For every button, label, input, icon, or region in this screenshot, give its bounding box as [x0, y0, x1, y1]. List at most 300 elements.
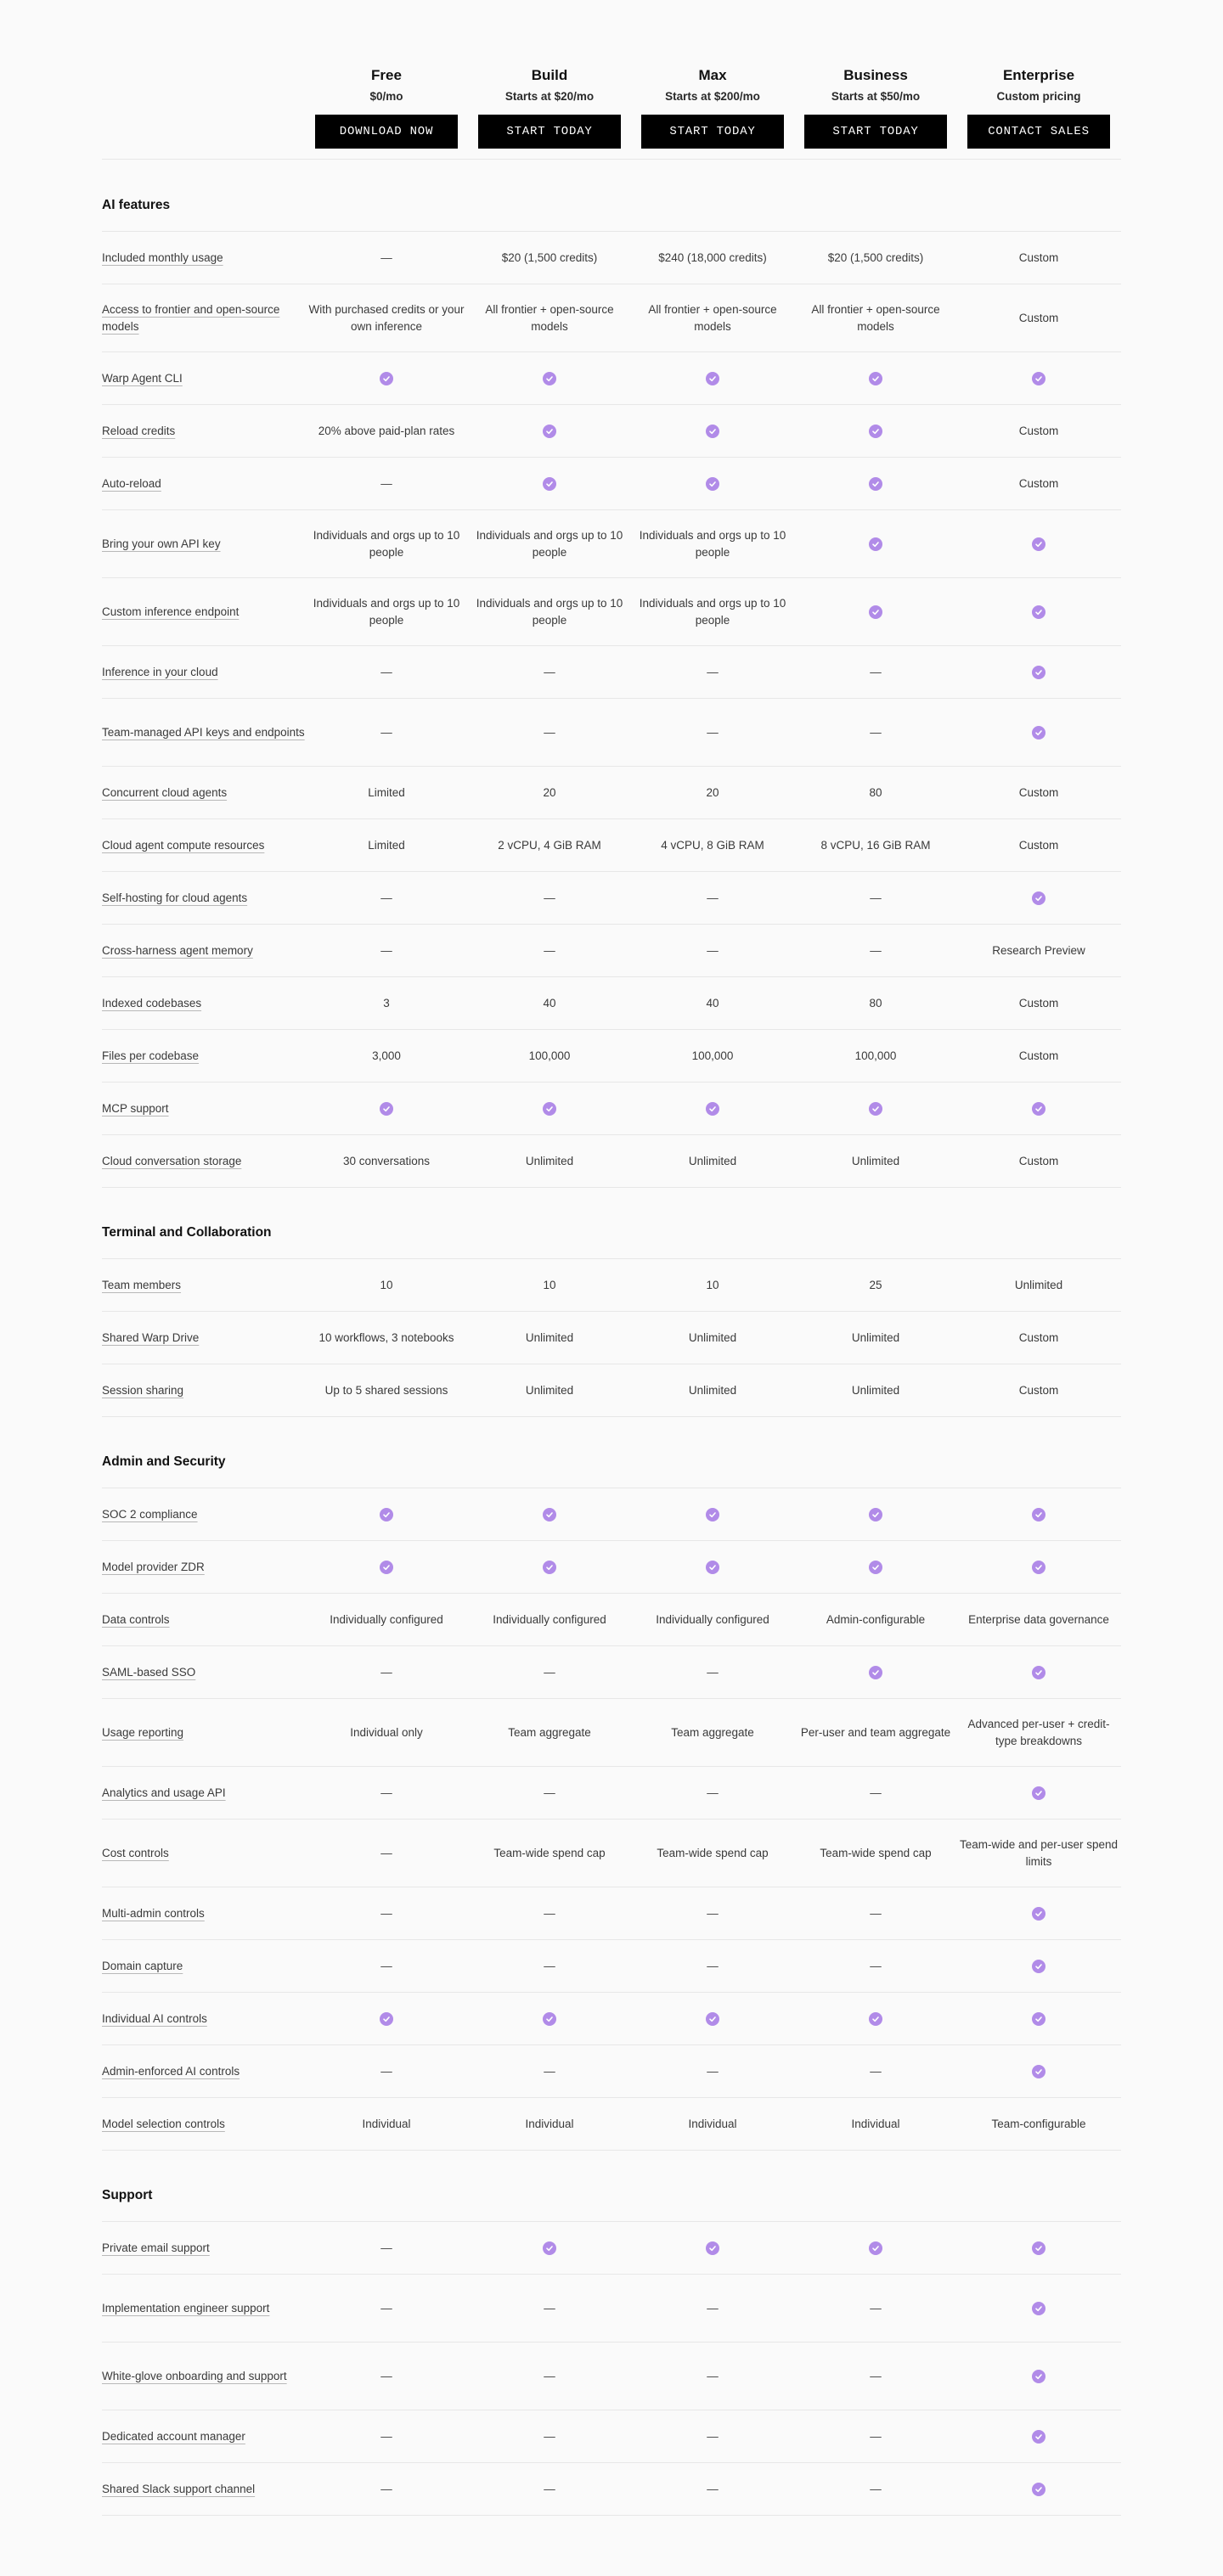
cell-value: Limited: [368, 838, 405, 852]
value-cell-max: [631, 1364, 794, 1416]
feature-cell: [102, 1259, 340, 1311]
value-cell-business: [794, 2275, 957, 2342]
value-cell-build: [468, 2275, 631, 2342]
value-cell-free: [305, 510, 468, 577]
value-cell-free: [305, 1364, 468, 1416]
feature-link-self-hosting-for-cloud-agents[interactable]: Self-hosting for cloud agents: [102, 891, 248, 904]
value-cell-build: [468, 2098, 631, 2150]
cell-value: Admin-configurable: [826, 1612, 926, 1626]
value-cell-free: [305, 699, 468, 766]
dash-icon: —: [870, 2064, 882, 2078]
check-circle-icon: [543, 1561, 556, 1574]
check-circle-icon: [380, 2012, 393, 2026]
check-circle-icon: [1032, 1508, 1045, 1521]
feature-cell: [102, 1312, 340, 1364]
feature-cell: [102, 1488, 340, 1540]
value-cell-free: [305, 1887, 468, 1939]
value-cell-build: [468, 232, 631, 284]
dash-icon: —: [380, 1846, 392, 1859]
feature-link-private-email-support[interactable]: Private email support: [102, 2241, 210, 2254]
value-cell-enterprise: [957, 510, 1120, 577]
check-circle-icon: [1032, 372, 1045, 385]
cell-value: 10: [706, 1278, 719, 1291]
value-cell-enterprise: [957, 405, 1120, 457]
feature-cell: [102, 872, 340, 924]
feature-link-session-sharing[interactable]: Session sharing: [102, 1383, 184, 1397]
cell-value: 100,000: [854, 1049, 897, 1062]
value-cell-enterprise: [957, 1312, 1120, 1364]
table-row: [102, 284, 1121, 352]
cell-value: Custom: [1018, 838, 1059, 852]
feature-cell: [102, 2098, 340, 2150]
cell-value: Individual: [525, 2117, 574, 2130]
dash-icon: —: [544, 2482, 555, 2495]
plan-column-business: [794, 66, 957, 149]
value-cell-business: [794, 1699, 957, 1766]
feature-cell: [102, 1940, 340, 1992]
table-row: [102, 1364, 1121, 1416]
feature-link-custom-inference-endpoint[interactable]: Custom inference endpoint: [102, 605, 240, 618]
row-divider: [102, 2150, 1121, 2151]
value-cell-max: [631, 1993, 794, 2044]
feature-link-usage-reporting[interactable]: Usage reporting: [102, 1725, 184, 1739]
dash-icon: —: [380, 943, 392, 957]
cell-value: 8 vCPU, 16 GiB RAM: [820, 838, 931, 852]
dash-icon: —: [707, 2429, 719, 2443]
dash-icon: —: [870, 1786, 882, 1799]
check-circle-icon: [869, 1561, 882, 1574]
value-cell-max: [631, 872, 794, 924]
contact-sales-button[interactable]: CONTACT SALES: [967, 115, 1110, 149]
table-row: [102, 352, 1121, 404]
cell-value: Team-wide and per-user spend limits: [959, 1837, 1119, 1868]
feature-link-team-managed-api-keys-and-endpoints[interactable]: Team-managed API keys and endpoints: [102, 725, 305, 739]
cell-value: 10: [543, 1278, 556, 1291]
value-cell-free: [305, 977, 468, 1029]
feature-cell: [102, 925, 340, 976]
feature-link-inference-in-your-cloud[interactable]: Inference in your cloud: [102, 665, 218, 678]
table-row: [102, 1030, 1121, 1082]
cell-value: 10 workflows, 3 notebooks: [318, 1330, 454, 1344]
value-cell-enterprise: [957, 819, 1120, 871]
dash-icon: —: [707, 1906, 719, 1920]
feature-link-shared-slack-support-channel[interactable]: Shared Slack support channel: [102, 2482, 256, 2495]
cell-value: Team aggregate: [508, 1725, 591, 1739]
value-cell-free: [305, 767, 468, 818]
value-cell-enterprise: [957, 352, 1120, 404]
plan-price: Starts at $20/mo: [504, 90, 595, 103]
start-today-button[interactable]: START TODAY: [478, 115, 621, 149]
cell-value: Custom: [1018, 476, 1059, 490]
value-cell-max: [631, 1312, 794, 1364]
value-cell-build: [468, 699, 631, 766]
value-cell-business: [794, 1312, 957, 1364]
value-cell-max: [631, 925, 794, 976]
value-cell-free: [305, 2343, 468, 2410]
feature-link-cross-harness-agent-memory[interactable]: Cross-harness agent memory: [102, 943, 253, 957]
cell-value: Team-wide spend cap: [493, 1846, 606, 1859]
feature-cell: [102, 1887, 340, 1939]
value-cell-free: [305, 1646, 468, 1698]
feature-link-multi-admin-controls[interactable]: Multi-admin controls: [102, 1906, 205, 1920]
check-circle-icon: [706, 1102, 719, 1116]
cell-value: Individuals and orgs up to 10 people: [313, 596, 460, 627]
value-cell-build: [468, 1135, 631, 1187]
cell-value: Team-wide spend cap: [820, 1846, 932, 1859]
value-cell-business: [794, 646, 957, 698]
value-cell-enterprise: [957, 284, 1120, 352]
feature-link-admin-enforced-ai-controls[interactable]: Admin-enforced AI controls: [102, 2064, 240, 2078]
cell-value: Individuals and orgs up to 10 people: [639, 528, 786, 559]
check-circle-icon: [1032, 1102, 1045, 1116]
feature-cell: [102, 2275, 306, 2342]
cell-value: Individuals and orgs up to 10 people: [313, 528, 460, 559]
check-circle-icon: [1032, 666, 1045, 679]
value-cell-business: [794, 352, 957, 404]
cell-value: Individually configured: [493, 1612, 606, 1626]
feature-link-bring-your-own-api-key[interactable]: Bring your own API key: [102, 537, 221, 550]
table-row: [102, 1083, 1121, 1134]
feature-link-domain-capture[interactable]: Domain capture: [102, 1959, 183, 1972]
download-now-button[interactable]: DOWNLOAD NOW: [315, 115, 458, 149]
feature-cell: [102, 699, 306, 766]
value-cell-max: [631, 1767, 794, 1819]
value-cell-build: [468, 1767, 631, 1819]
value-cell-business: [794, 1541, 957, 1593]
value-cell-free: [305, 1699, 468, 1766]
value-cell-enterprise: [957, 646, 1120, 698]
value-cell-enterprise: [957, 925, 1120, 976]
feature-link-soc-2-compliance[interactable]: SOC 2 compliance: [102, 1507, 198, 1521]
check-circle-icon: [543, 477, 556, 491]
feature-link-model-selection-controls[interactable]: Model selection controls: [102, 2117, 225, 2130]
dash-icon: —: [380, 250, 392, 264]
dash-icon: —: [707, 665, 719, 678]
feature-cell: [102, 1767, 340, 1819]
value-cell-build: [468, 352, 631, 404]
feature-link-dedicated-account-manager[interactable]: Dedicated account manager: [102, 2429, 245, 2443]
value-cell-max: [631, 1259, 794, 1311]
check-circle-icon: [869, 1102, 882, 1116]
plan-name: Business: [843, 67, 908, 83]
value-cell-enterprise: [957, 2463, 1120, 2515]
value-cell-business: [794, 2410, 957, 2462]
feature-cell: [102, 1135, 340, 1187]
value-cell-free: [305, 1993, 468, 2044]
dash-icon: —: [870, 2301, 882, 2314]
feature-link-model-provider-zdr[interactable]: Model provider ZDR: [102, 1560, 205, 1573]
check-circle-icon: [869, 372, 882, 385]
value-cell-free: [305, 1030, 468, 1082]
dash-icon: —: [707, 2369, 719, 2382]
dash-icon: —: [380, 1665, 392, 1679]
dash-icon: —: [707, 1665, 719, 1679]
plan-column-free: [305, 66, 468, 149]
table-row: [102, 1993, 1121, 2044]
dash-icon: —: [380, 2369, 392, 2382]
value-cell-max: [631, 458, 794, 509]
value-cell-business: [794, 1993, 957, 2044]
cell-value: 100,000: [691, 1049, 734, 1062]
cell-value: Individual only: [350, 1725, 423, 1739]
dash-icon: —: [870, 2429, 882, 2443]
cell-value: 40: [706, 996, 719, 1010]
feature-link-shared-warp-drive[interactable]: Shared Warp Drive: [102, 1330, 200, 1344]
value-cell-free: [305, 284, 468, 352]
cell-value: Unlimited: [525, 1330, 574, 1344]
check-circle-icon: [380, 372, 393, 385]
feature-link-implementation-engineer-support[interactable]: Implementation engineer support: [102, 2301, 270, 2314]
feature-link-indexed-codebases[interactable]: Indexed codebases: [102, 996, 202, 1010]
value-cell-max: [631, 1488, 794, 1540]
value-cell-enterprise: [957, 1993, 1120, 2044]
value-cell-business: [794, 1767, 957, 1819]
value-cell-free: [305, 646, 468, 698]
feature-link-cloud-conversation-storage[interactable]: Cloud conversation storage: [102, 1154, 242, 1167]
feature-cell: [102, 232, 340, 284]
feature-cell: [102, 352, 340, 404]
feature-link-reload-credits[interactable]: Reload credits: [102, 424, 176, 437]
cell-value: $20 (1,500 credits): [827, 250, 924, 264]
value-cell-build: [468, 1364, 631, 1416]
value-cell-build: [468, 1993, 631, 2044]
value-cell-enterprise: [957, 1767, 1120, 1819]
value-cell-business: [794, 977, 957, 1029]
value-cell-free: [305, 578, 468, 645]
value-cell-enterprise: [957, 1364, 1120, 1416]
value-cell-free: [305, 2463, 468, 2515]
cell-value: 20: [706, 785, 719, 799]
dash-icon: —: [380, 891, 392, 904]
feature-link-warp-agent-cli[interactable]: Warp Agent CLI: [102, 371, 183, 385]
feature-cell: [102, 1646, 340, 1698]
feature-link-white-glove-onboarding-and-support[interactable]: White-glove onboarding and support: [102, 2369, 287, 2382]
value-cell-enterprise: [957, 1030, 1120, 1082]
feature-link-data-controls[interactable]: Data controls: [102, 1612, 170, 1626]
row-divider: [102, 1187, 1121, 1188]
check-circle-icon: [706, 1508, 719, 1521]
check-circle-icon: [543, 1508, 556, 1521]
dash-icon: —: [544, 891, 555, 904]
value-cell-enterprise: [957, 1699, 1120, 1766]
value-cell-business: [794, 1594, 957, 1645]
check-circle-icon: [1032, 2483, 1045, 2496]
dash-icon: —: [544, 1786, 555, 1799]
cell-value: Unlimited: [525, 1383, 574, 1397]
dash-icon: —: [544, 665, 555, 678]
value-cell-build: [468, 2410, 631, 2462]
cell-value: 3,000: [372, 1049, 401, 1062]
feature-link-included-monthly-usage[interactable]: Included monthly usage: [102, 250, 223, 264]
dash-icon: —: [707, 2482, 719, 2495]
feature-link-analytics-and-usage-api[interactable]: Analytics and usage API: [102, 1786, 226, 1799]
cell-value: Enterprise data governance: [968, 1612, 1109, 1626]
value-cell-max: [631, 2343, 794, 2410]
value-cell-business: [794, 2222, 957, 2274]
value-cell-build: [468, 2222, 631, 2274]
value-cell-business: [794, 284, 957, 352]
feature-cell: [102, 1594, 340, 1645]
table-row: [102, 1767, 1121, 1819]
value-cell-business: [794, 578, 957, 645]
value-cell-business: [794, 2098, 957, 2150]
feature-link-files-per-codebase[interactable]: Files per codebase: [102, 1049, 200, 1062]
check-circle-icon: [1032, 1786, 1045, 1800]
feature-cell: [102, 977, 340, 1029]
plan-name: Max: [698, 67, 727, 83]
dash-icon: —: [870, 725, 882, 739]
dash-icon: —: [380, 1959, 392, 1972]
value-cell-business: [794, 2045, 957, 2097]
cell-value: 80: [869, 785, 882, 799]
feature-cell: [102, 1364, 340, 1416]
cell-value: 10: [380, 1278, 393, 1291]
feature-link-auto-reload[interactable]: Auto-reload: [102, 476, 161, 490]
feature-link-team-members[interactable]: Team members: [102, 1278, 182, 1291]
value-cell-enterprise: [957, 2343, 1120, 2410]
table-row: [102, 510, 1121, 577]
value-cell-enterprise: [957, 2045, 1120, 2097]
feature-link-cost-controls[interactable]: Cost controls: [102, 1846, 169, 1859]
value-cell-max: [631, 1541, 794, 1593]
dash-icon: —: [380, 1786, 392, 1799]
check-circle-icon: [1032, 2241, 1045, 2255]
value-cell-free: [305, 458, 468, 509]
plan-name: Build: [531, 67, 568, 83]
check-circle-icon: [1032, 726, 1045, 740]
value-cell-build: [468, 1699, 631, 1766]
table-row: [102, 2045, 1121, 2097]
cell-value: Advanced per-user + credit-type breakdowns: [967, 1717, 1110, 1747]
dash-icon: —: [380, 2241, 392, 2254]
dash-icon: —: [707, 891, 719, 904]
value-cell-max: [631, 1887, 794, 1939]
value-cell-business: [794, 1488, 957, 1540]
value-cell-build: [468, 1312, 631, 1364]
table-row: [102, 2463, 1121, 2515]
start-today-button[interactable]: START TODAY: [641, 115, 784, 149]
check-circle-icon: [869, 2012, 882, 2026]
check-circle-icon: [543, 372, 556, 385]
value-cell-max: [631, 405, 794, 457]
table-row: [102, 458, 1121, 509]
feature-link-individual-ai-controls[interactable]: Individual AI controls: [102, 2011, 207, 2025]
plan-price: Starts at $200/mo: [665, 90, 760, 103]
cell-value: 40: [543, 996, 556, 1010]
cell-value: Unlimited: [688, 1330, 737, 1344]
feature-cell: [102, 2343, 306, 2410]
value-cell-business: [794, 2343, 957, 2410]
cell-value: Unlimited: [1014, 1278, 1063, 1291]
feature-cell: [102, 1083, 340, 1134]
plan-price: $0/mo: [369, 90, 403, 103]
dash-icon: —: [707, 2064, 719, 2078]
value-cell-business: [794, 2463, 957, 2515]
table-row: [102, 819, 1121, 871]
value-cell-build: [468, 872, 631, 924]
cell-value: Individual: [851, 2117, 900, 2130]
section-title-terminal-and-collaboration: Terminal and Collaboration: [102, 1225, 272, 1240]
feature-link-concurrent-cloud-agents[interactable]: Concurrent cloud agents: [102, 785, 228, 799]
value-cell-enterprise: [957, 1488, 1120, 1540]
feature-cell: [102, 510, 340, 577]
value-cell-build: [468, 1594, 631, 1645]
feature-link-cloud-agent-compute-resources[interactable]: Cloud agent compute resources: [102, 838, 265, 852]
value-cell-free: [305, 2222, 468, 2274]
dash-icon: —: [380, 2429, 392, 2443]
check-circle-icon: [1032, 1666, 1045, 1679]
feature-cell: [102, 578, 340, 645]
dash-icon: —: [380, 1906, 392, 1920]
value-cell-max: [631, 699, 794, 766]
dash-icon: —: [544, 1959, 555, 1972]
cell-value: Individual: [362, 2117, 411, 2130]
cell-value: Team-wide spend cap: [657, 1846, 769, 1859]
cell-value: Individuals and orgs up to 10 people: [476, 528, 623, 559]
table-row: [102, 767, 1121, 818]
dash-icon: —: [870, 2369, 882, 2382]
dash-icon: —: [380, 2301, 392, 2314]
value-cell-enterprise: [957, 578, 1120, 645]
cell-value: All frontier + open-source models: [485, 302, 614, 333]
table-row: [102, 578, 1121, 645]
check-circle-icon: [869, 1508, 882, 1521]
value-cell-business: [794, 1030, 957, 1082]
check-circle-icon: [543, 2012, 556, 2026]
feature-link-mcp-support[interactable]: MCP support: [102, 1101, 169, 1115]
value-cell-free: [305, 2045, 468, 2097]
value-cell-max: [631, 284, 794, 352]
value-cell-build: [468, 1940, 631, 1992]
cell-value: Custom: [1018, 785, 1059, 799]
value-cell-enterprise: [957, 1135, 1120, 1187]
dash-icon: —: [707, 1786, 719, 1799]
value-cell-max: [631, 2410, 794, 2462]
dash-icon: —: [544, 943, 555, 957]
value-cell-free: [305, 1940, 468, 1992]
feature-link-saml-based-sso[interactable]: SAML-based SSO: [102, 1665, 196, 1679]
value-cell-enterprise: [957, 2098, 1120, 2150]
value-cell-business: [794, 1646, 957, 1698]
cell-value: 20% above paid-plan rates: [318, 424, 455, 437]
cell-value: Custom: [1018, 424, 1059, 437]
table-row: [102, 646, 1121, 698]
cell-value: Custom: [1018, 996, 1059, 1010]
cell-value: 30 conversations: [342, 1154, 431, 1167]
feature-link-access-to-frontier-and-open-source-models[interactable]: Access to frontier and open-source models: [102, 302, 280, 333]
feature-cell: [102, 1541, 340, 1593]
dash-icon: —: [870, 1906, 882, 1920]
check-circle-icon: [1032, 891, 1045, 905]
check-circle-icon: [1032, 1960, 1045, 1973]
table-row: [102, 1312, 1121, 1364]
value-cell-business: [794, 872, 957, 924]
check-circle-icon: [869, 2241, 882, 2255]
value-cell-max: [631, 352, 794, 404]
value-cell-free: [305, 232, 468, 284]
feature-cell: [102, 1820, 340, 1887]
cell-value: Team aggregate: [671, 1725, 754, 1739]
feature-cell: [102, 1993, 340, 2044]
cell-value: Custom: [1018, 311, 1059, 324]
check-circle-icon: [1032, 1561, 1045, 1574]
dash-icon: —: [707, 2301, 719, 2314]
start-today-button[interactable]: START TODAY: [804, 115, 947, 149]
dash-icon: —: [380, 725, 392, 739]
dash-icon: —: [707, 725, 719, 739]
feature-cell: [102, 767, 340, 818]
cell-value: Unlimited: [688, 1154, 737, 1167]
